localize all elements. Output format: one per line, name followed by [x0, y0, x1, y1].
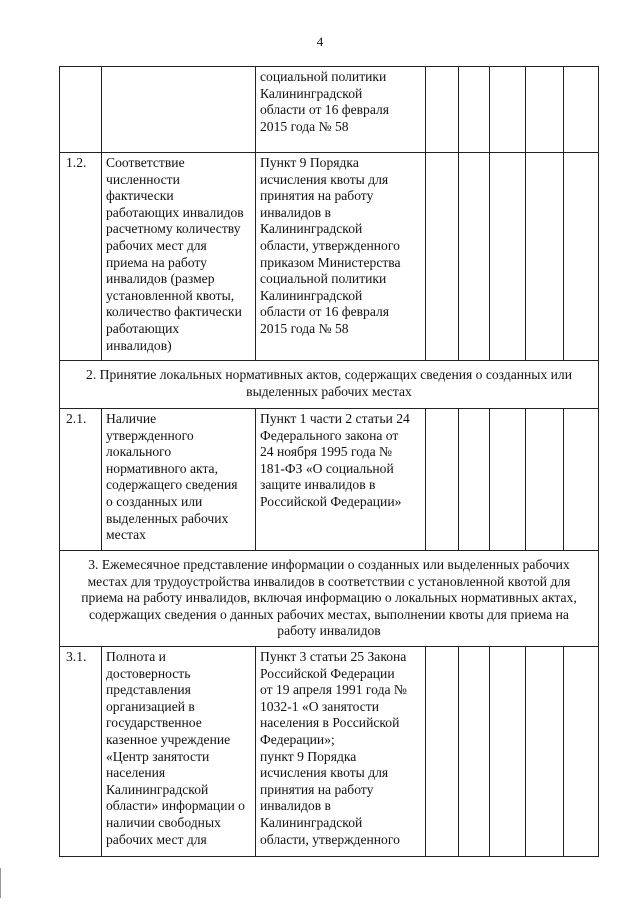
section-header-row — [60, 361, 599, 409]
section-heading: 3. Ежемесячное представление информации о созданных или выделенных рабочих местах для трудоустройства инвалидов в соответствии с установленной квотой для приема на работу инвалидов, включая информацию о локальных нормативных актах, содержащих сведения о данных рабочих местах, выполнении квоты для приема на работу инвалидов — [60, 551, 599, 647]
legal-basis-cell: Пункт 9 Порядка исчисления квоты для принятия на работу инвалидов в Калининградской области, утвержденного приказом Министерства социальной политики Калининградской области от 16 февраля 2015 года № 58 — [256, 153, 426, 361]
checklist-table — [59, 66, 599, 857]
table-row — [60, 153, 599, 361]
answer-no-cell — [459, 153, 490, 361]
row-number: 3.1. — [60, 647, 102, 857]
extra-cell — [564, 153, 599, 361]
answer-na-cell — [490, 647, 526, 857]
row-number — [60, 67, 102, 153]
table-row — [60, 647, 599, 857]
section-header-row — [60, 551, 599, 647]
answer-yes-cell — [426, 153, 459, 361]
answer-na-cell — [490, 67, 526, 153]
extra-cell — [564, 67, 599, 153]
scan-edge-mark — [0, 868, 1, 898]
legal-basis-cell: социальной политики Калининградской области от 16 февраля 2015 года № 58 — [256, 67, 426, 153]
row-number: 1.2. — [60, 153, 102, 361]
row-number: 2.1. — [60, 409, 102, 551]
section-heading: 2. Принятие локальных нормативных актов, содержащих сведения о созданных или выделенных рабочих местах — [60, 361, 599, 409]
page-number: 4 — [316, 34, 324, 49]
notes-cell — [526, 67, 564, 153]
extra-cell — [564, 647, 599, 857]
answer-na-cell — [490, 153, 526, 361]
requirement-cell — [102, 67, 256, 153]
table-row — [60, 67, 599, 153]
legal-basis-cell: Пункт 3 статьи 25 Закона Российской Федерации от 19 апреля 1991 года № 1032-1 «О занятости населения в Российской Федерации»; пункт 9 Порядка исчисления квоты для принятия на работу инвалидов в Калининградской области, утвержденного — [256, 647, 426, 857]
answer-no-cell — [459, 647, 490, 857]
requirement-cell: Полнота и достоверность представления организацией в государственное казенное учреждение «Центр занятости населения Калининградской области» информации о наличии свободных рабочих мест для — [102, 647, 256, 857]
notes-cell — [526, 153, 564, 361]
table-row — [60, 409, 599, 551]
requirement-cell: Соответствие численности фактически работающих инвалидов расчетному количеству рабочих мест для приема на работу инвалидов (размер установленной квоты, количество фактически работающих инвалидов) — [102, 153, 256, 361]
extra-cell — [564, 409, 599, 551]
answer-yes-cell — [426, 647, 459, 857]
answer-no-cell — [459, 67, 490, 153]
answer-yes-cell — [426, 67, 459, 153]
answer-na-cell — [490, 409, 526, 551]
requirement-cell: Наличие утвержденного локального нормативного акта, содержащего сведения о созданных или выделенных рабочих местах — [102, 409, 256, 551]
answer-yes-cell — [426, 409, 459, 551]
legal-basis-cell: Пункт 1 части 2 статьи 24 Федерального закона от 24 ноября 1995 года № 181-ФЗ «О социальной защите инвалидов в Российской Федерации» — [256, 409, 426, 551]
notes-cell — [526, 409, 564, 551]
notes-cell — [526, 647, 564, 857]
answer-no-cell — [459, 409, 490, 551]
